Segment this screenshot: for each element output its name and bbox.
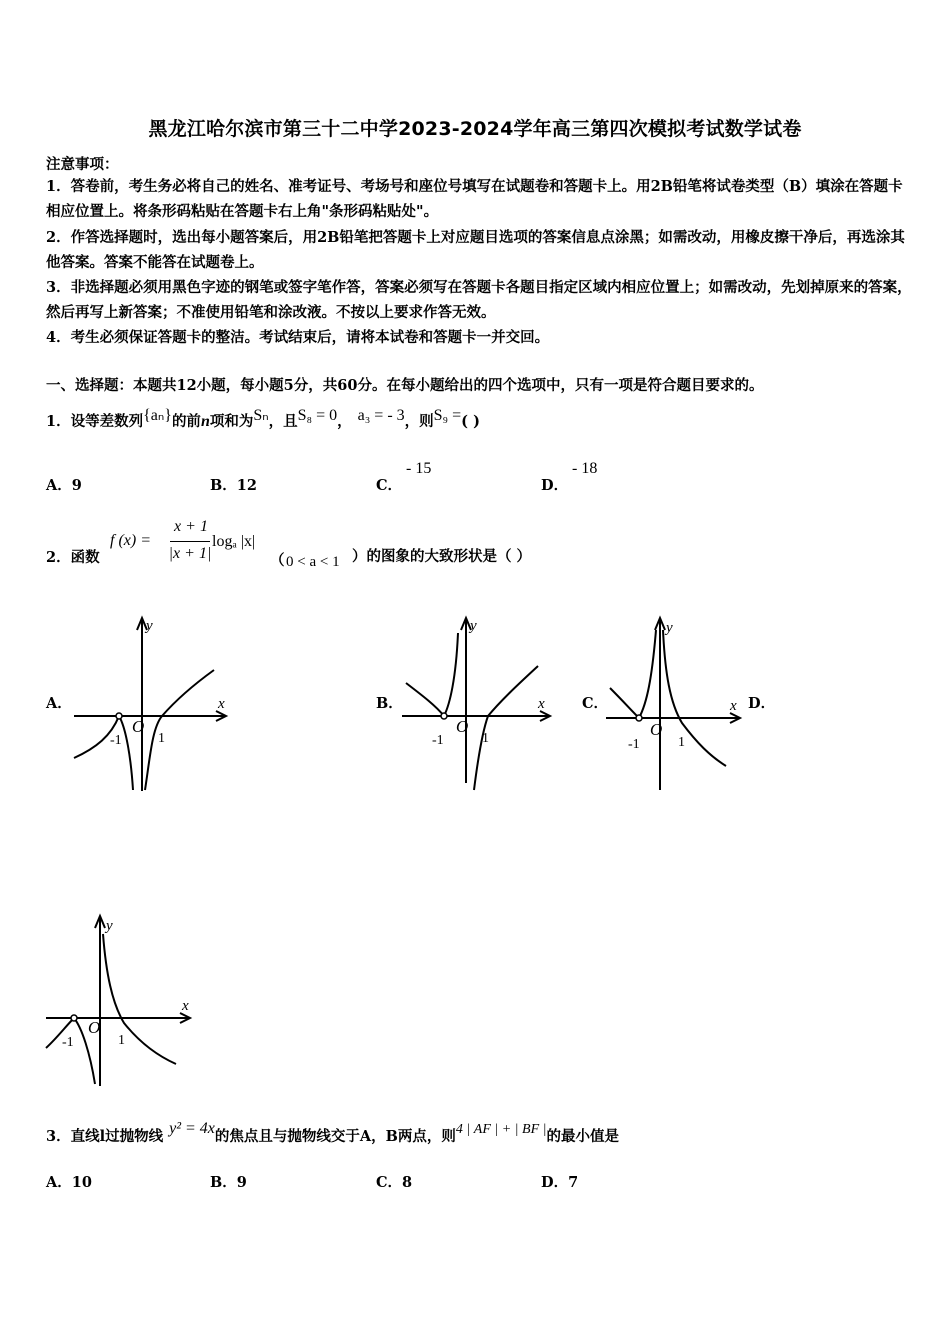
x-label: x [182, 998, 189, 1014]
q2-option-b[interactable]: B． [376, 695, 403, 712]
q3-option-d[interactable] [541, 1171, 578, 1192]
tick-1: 1 [678, 735, 685, 750]
q3-option-a[interactable] [46, 1171, 92, 1192]
curve-left [406, 633, 458, 716]
curve-right [145, 670, 214, 790]
curve-right [663, 630, 726, 766]
option-label: A． [46, 477, 72, 494]
x-label: x [218, 696, 225, 712]
origin-label: O [88, 1018, 101, 1037]
q2-label: 2．函数 [46, 549, 100, 566]
option-value: 10 [71, 1174, 92, 1191]
y-label: y [106, 918, 113, 934]
x-label: x [538, 696, 545, 712]
option-label: A． [46, 1174, 72, 1191]
option-value: 9 [71, 477, 82, 494]
option-value: 12 [236, 477, 257, 494]
y-label: y [146, 618, 153, 634]
notice-item-3: 3．非选择题必须用黑色字迹的钢笔或签字笔作答，答案必须写在答题卡各题目指定区域内相应位置上；如需改动，先划掉原来的答案，然后再写上新答案；不准使用铅笔和涂改液。不按以上要求作答无效。 [46, 279, 912, 321]
q1-text-5: ，则 [404, 413, 434, 430]
q1-comma: ， [337, 413, 352, 430]
tick-neg1: -1 [110, 733, 122, 748]
q1-option-b[interactable] [210, 474, 257, 495]
q2-stem-end: ）的图象的大致形状是（ ） [352, 548, 532, 565]
notice-item-4: 4．考生必须保证答题卡的整洁。考试结束后，请将本试卷和答题卡一并交回。 [46, 329, 550, 346]
q1-paren: ( ) [461, 413, 480, 430]
y-label: y [470, 618, 477, 634]
q1-option-c-value: - 15 [406, 460, 432, 477]
q3-option-c[interactable] [376, 1171, 412, 1192]
q1-text-2: 的前 [171, 413, 201, 430]
q2-graph-d[interactable] [42, 908, 202, 1088]
q2-log: logₐ |x| [212, 533, 256, 550]
notice-item-2: 2．作答选择题时，选出每小题答案后，用2B铅笔把答题卡上对应题目选项的答案信息点涂黑；如需改动，用橡皮擦干净后，再选涂其他答案。答案不能答在试题卷上。 [46, 229, 905, 271]
curve-left [74, 716, 133, 790]
option-value: 7 [568, 1174, 579, 1191]
q1-sequence: {aₙ} [143, 407, 172, 424]
q3-expression: 4 | AF | + | BF | [455, 1122, 547, 1137]
origin-label: O [456, 717, 469, 736]
tick-1: 1 [158, 731, 165, 746]
option-label: C． [376, 1174, 403, 1191]
q2-fraction-bar [170, 541, 210, 542]
notice-item-1: 1．答卷前，考生务必将自己的姓名、准考证号、考场号和座位号填写在试题卷和答题卡上。用2B铅笔将试卷类型（B）填涂在答题卡相应位置上。将条形码粘贴在答题卡右上角"条形码粘贴处"。 [46, 178, 903, 220]
point-marker [71, 1015, 77, 1021]
q2-option-d[interactable]: D． [748, 695, 776, 712]
option-value: 9 [236, 1174, 247, 1191]
q1-text-1: 1．设等差数列 [46, 413, 144, 430]
y-label: y [666, 620, 673, 636]
q2-graph-c[interactable] [602, 608, 752, 793]
q2-numerator: x + 1 [174, 518, 208, 535]
option-label: B． [210, 1174, 237, 1191]
option-label: D． [541, 1174, 569, 1191]
q1-sn: Sₙ [253, 407, 269, 424]
q1-stem [46, 407, 480, 431]
tick-neg1: -1 [432, 733, 444, 748]
q1-n: n [200, 413, 210, 430]
q1-condition-a3: a₃ = - 3 [357, 407, 405, 424]
tick-neg1: -1 [62, 1035, 74, 1050]
section-heading: 一、选择题：本题共12小题，每小题5分，共60分。在每小题给出的四个选项中，只有一项是符合题目要求的。 [46, 377, 764, 394]
option-value: 8 [402, 1174, 413, 1191]
q1-target: S₉ = [433, 407, 462, 424]
tick-1: 1 [118, 1033, 125, 1048]
q2-denominator: |x + 1| [168, 545, 212, 562]
point-marker [441, 713, 447, 719]
tick-neg1: -1 [628, 737, 640, 752]
origin-label: O [650, 720, 663, 739]
option-label: D． [541, 477, 569, 494]
curve-right [474, 666, 538, 790]
q3-text-2: 的焦点且与抛物线交于A，B两点，则 [214, 1128, 456, 1145]
q1-option-d[interactable] [541, 474, 568, 495]
page-title: 黑龙江哈尔滨市第三十二中学2023-2024学年高三第四次模拟考试数学试卷 [148, 118, 802, 140]
point-marker [116, 713, 122, 719]
q3-option-b[interactable] [210, 1171, 247, 1192]
q3-parabola: y² = 4x [169, 1120, 215, 1137]
q2-option-a[interactable]: A． [46, 695, 72, 712]
notice-heading: 注意事项： [46, 156, 119, 173]
option-label: B． [210, 477, 237, 494]
q2-option-c[interactable]: C． [582, 695, 609, 712]
q3-text-3: 的最小值是 [546, 1128, 619, 1145]
curve-right [103, 934, 176, 1064]
q1-option-d-value: - 18 [572, 460, 598, 477]
q1-option-a[interactable] [46, 474, 82, 495]
curve-left [610, 630, 656, 718]
q3-text-1: 3．直线l过抛物线 [46, 1128, 164, 1145]
x-label: x [730, 698, 737, 714]
q2-graph-b[interactable] [398, 608, 558, 793]
q1-text-3: 项和为 [209, 413, 254, 430]
q1-option-c[interactable] [376, 474, 402, 495]
tick-1: 1 [482, 731, 489, 746]
point-marker [636, 715, 642, 721]
q1-text-4: ，且 [268, 413, 298, 430]
q1-condition-s8: S₈ = 0 [297, 407, 338, 424]
q2-fx: f (x) = [110, 532, 151, 549]
q2-graph-a[interactable] [66, 608, 236, 793]
q2-condition: 0 < a < 1 [286, 554, 340, 570]
option-label: C． [376, 477, 403, 494]
origin-label: O [132, 717, 145, 736]
q3-stem [46, 1120, 619, 1146]
q2-paren-left: （ [270, 552, 285, 569]
